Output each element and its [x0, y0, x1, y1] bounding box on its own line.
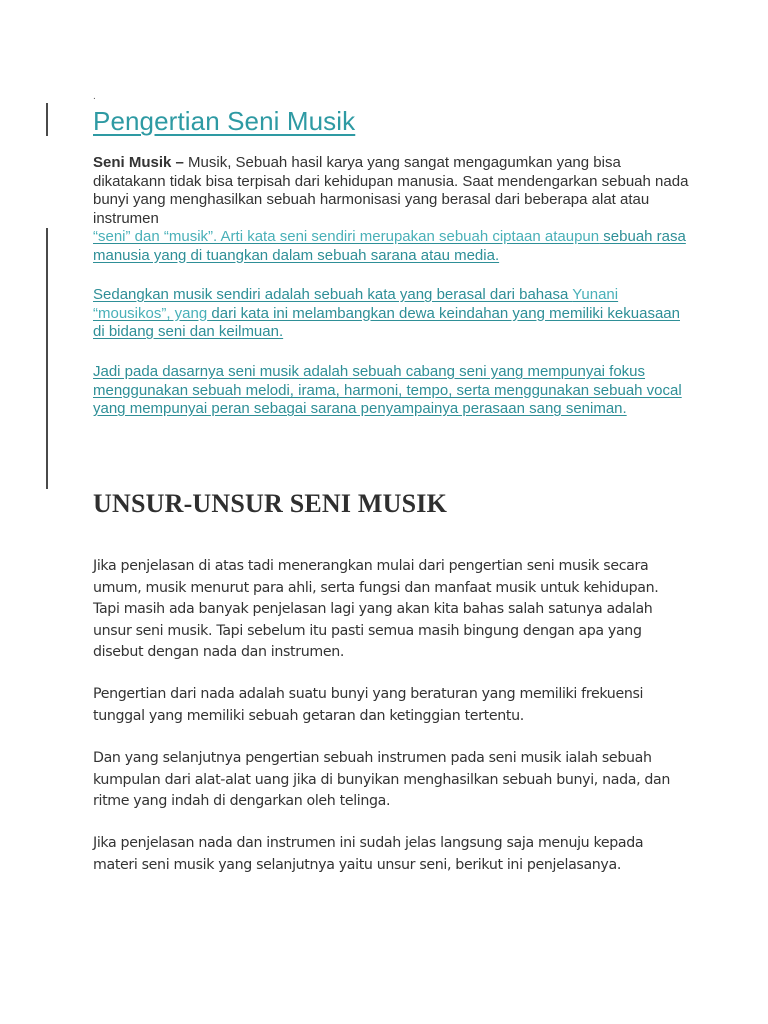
- stray-dot: .: [93, 91, 96, 102]
- link-text[interactable]: sebuah rasa manusia yang di tuangkan dalam sebuah sarana atau media.: [93, 228, 686, 264]
- link-paragraph-1[interactable]: [93, 228, 693, 265]
- body-paragraph: Jika penjelasan nada dan instrumen ini sudah jelas langsung saja menuju kepada materi seni musik yang selanjutnya yaitu unsur seni, berikut ini penjelasanya.: [93, 835, 644, 873]
- intro-text: Musik, Sebuah hasil karya yang sangat mengagumkan yang bisa dikatakann tidak bisa terpisah dari kehidupan manusia. Saat mendengarkan sebuah nada bunyi yang menghasilkan sebuah harmonisasi yang berasal dari beberapa alat atau instrumen: [93, 154, 689, 227]
- body-paragraph: Jika penjelasan di atas tadi menerangkan mulai dari pengertian seni musik secara umum, musik menurut para ahli, serta fungsi dan manfaat musik untuk kehidupan. Tapi masih ada banyak penjelasan lagi yang akan kita bahas salah satunya adalah unsur seni musik. Tapi sebelum itu pasti semua masih bingung dengan apa yang disebut dengan nada dan instrumen.: [93, 558, 659, 661]
- body-paragraph: Pengertian dari nada adalah suatu bunyi yang beraturan yang memiliki frekuensi tunggal yang memiliki sebuah getaran dan ketinggian tertentu.: [93, 686, 644, 724]
- intro-bold-term: Seni Musik –: [93, 154, 184, 171]
- link-text[interactable]: dari kata ini melambangkan dewa keindahan yang memiliki kekuasaan di bidang seni dan keilmuan.: [93, 304, 680, 340]
- body-paragraph: Dan yang selanjutnya pengertian sebuah instrumen pada seni musik ialah sebuah kumpulan dari alat-alat uang jika di bunyikan menghasilkan sebuah bunyi, nada, dan ritme yang indah di dengarkan oleh telinga.: [93, 750, 671, 810]
- change-bar-marker: [46, 228, 48, 489]
- section-title-link[interactable]: Pengertian Seni Musik: [93, 106, 356, 136]
- link-text[interactable]: Sedangkan musik sendiri adalah sebuah kata yang berasal dari bahasa: [93, 286, 573, 303]
- link-text-light[interactable]: Yunani “mousikos”, yang: [93, 286, 619, 322]
- link-paragraph-2[interactable]: [93, 286, 693, 342]
- section-heading: UNSUR-UNSUR SENI MUSIK: [93, 489, 448, 518]
- intro-paragraph: [93, 154, 693, 228]
- link-text-light[interactable]: “seni” dan “musik”. Arti kata seni sendiri merupakan sebuah ciptaan ataupun: [93, 228, 600, 245]
- change-bar-marker: [46, 103, 48, 136]
- link-paragraph-3[interactable]: Jadi pada dasarnya seni musik adalah sebuah cabang seni yang mempunyai fokus menggunakan sebuah melodi, irama, harmoni, tempo, serta menggunakan sebuah vocal yang mempunyai peran sebagai sarana penyampainya perasaan sang seniman.: [93, 363, 682, 417]
